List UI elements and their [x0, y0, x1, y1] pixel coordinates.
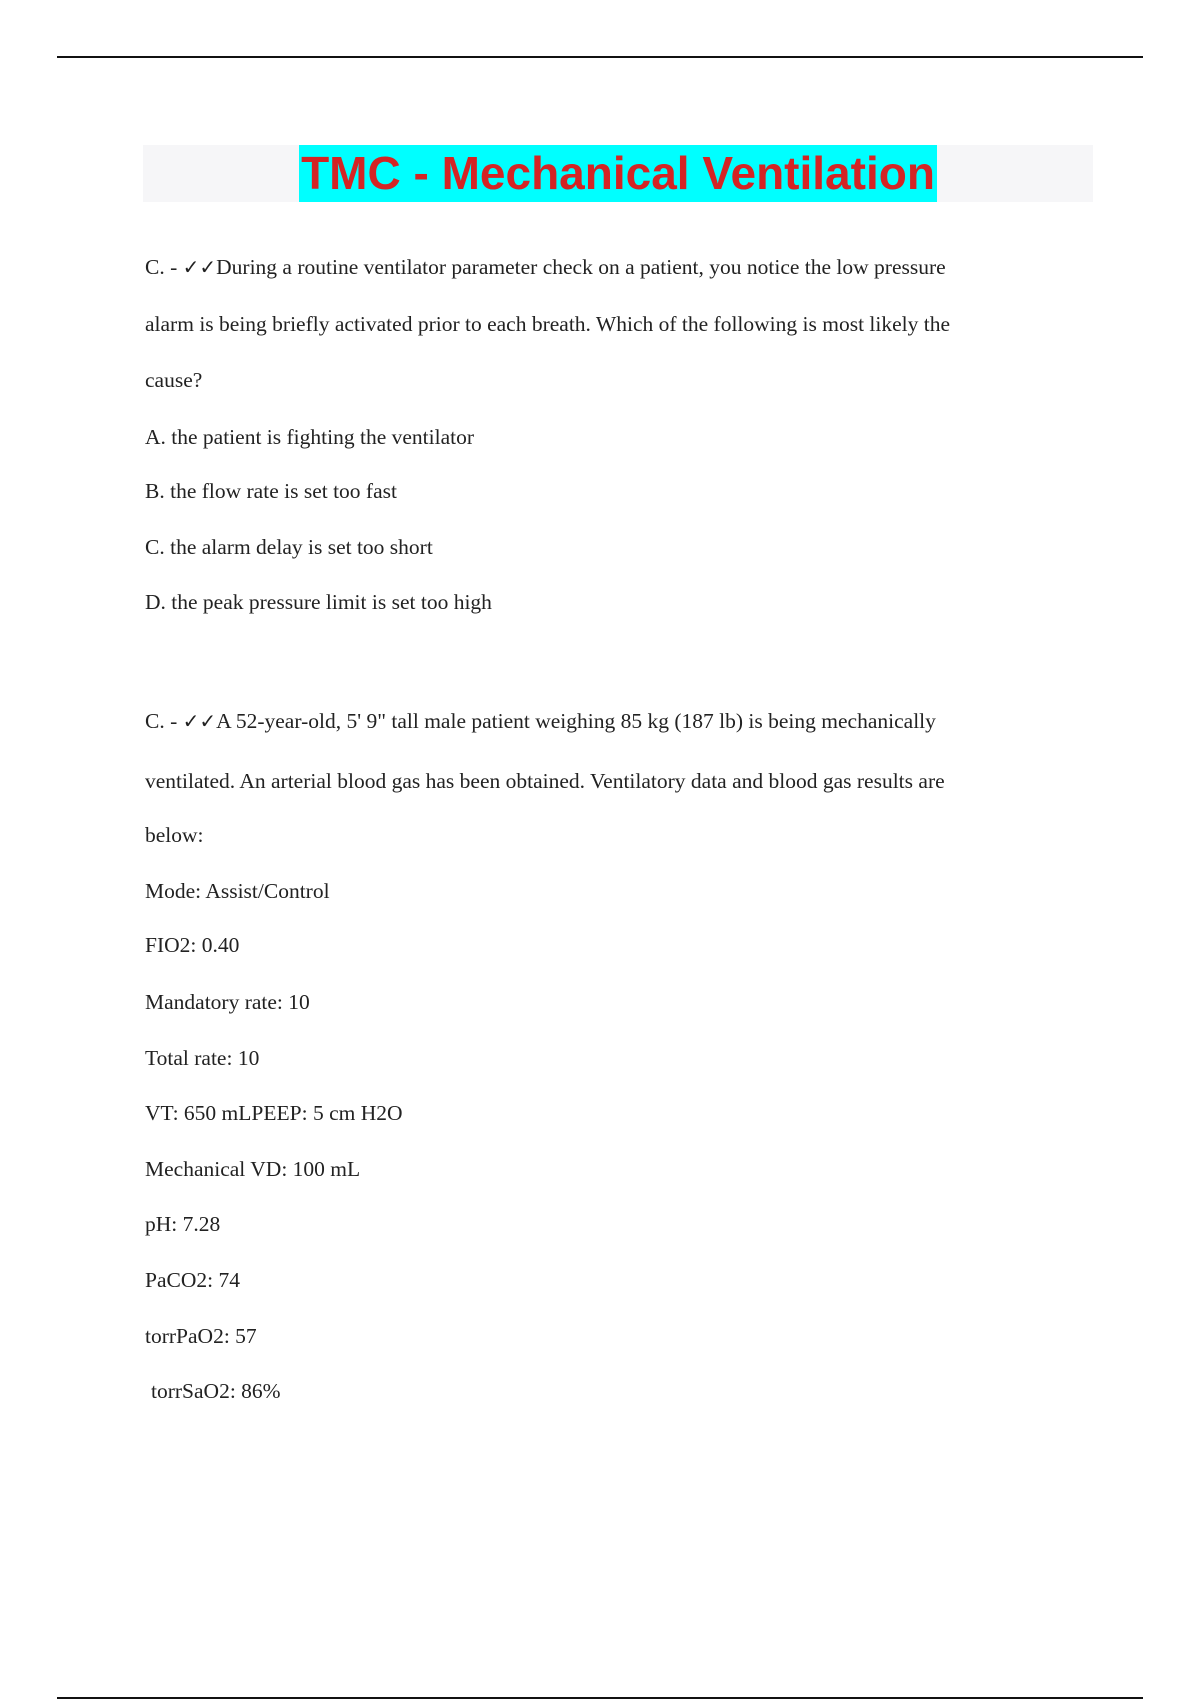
header-rule: [57, 56, 1143, 58]
title-band: [143, 145, 1093, 202]
question-2-text-1: A 52-year-old, 5' 9" tall male patient weighing 85 kg (187 lb) is being mechanically: [216, 709, 936, 733]
data-item-paco2: PaCO2: 74: [145, 1268, 240, 1292]
question-1-line-1: [145, 255, 946, 280]
data-item-mode: Mode: Assist/Control: [145, 879, 330, 903]
question-1-text-1: During a routine ventilator parameter check on a patient, you notice the low pressure: [216, 255, 946, 279]
data-item-sao2: torrSaO2: 86%: [151, 1379, 281, 1403]
option-b: B. the flow rate is set too fast: [145, 479, 397, 503]
question-2-line-1: [145, 709, 936, 734]
question-1-line-3: cause?: [145, 368, 203, 392]
question-2-prefix: C. -: [145, 709, 183, 733]
data-item-ph: pH: 7.28: [145, 1212, 221, 1236]
question-2-line-2: ventilated. An arterial blood gas has been obtained. Ventilatory data and blood gas results are: [145, 769, 945, 793]
data-item-mandatory-rate: Mandatory rate: 10: [145, 990, 310, 1014]
question-1-line-2: alarm is being briefly activated prior to each breath. Which of the following is most likely the: [145, 312, 951, 336]
option-a: A. the patient is fighting the ventilator: [145, 425, 474, 449]
option-d: D. the peak pressure limit is set too high: [145, 590, 492, 614]
document-title: TMC - Mechanical Ventilation: [299, 145, 937, 202]
data-item-mechanical-vd: Mechanical VD: 100 mL: [145, 1157, 361, 1181]
checkmark-icon: ✓✓: [182, 709, 217, 733]
footer-rule: [57, 1697, 1143, 1699]
data-item-fio2: FIO2: 0.40: [145, 933, 240, 957]
question-2-line-3: below:: [145, 823, 204, 847]
data-item-pao2: torrPaO2: 57: [145, 1324, 257, 1348]
option-c: C. the alarm delay is set too short: [145, 535, 433, 559]
data-item-total-rate: Total rate: 10: [145, 1046, 260, 1070]
checkmark-icon: ✓✓: [182, 255, 217, 279]
data-item-vt-peep: VT: 650 mLPEEP: 5 cm H2O: [145, 1101, 403, 1125]
question-1-prefix: C. -: [145, 255, 183, 279]
